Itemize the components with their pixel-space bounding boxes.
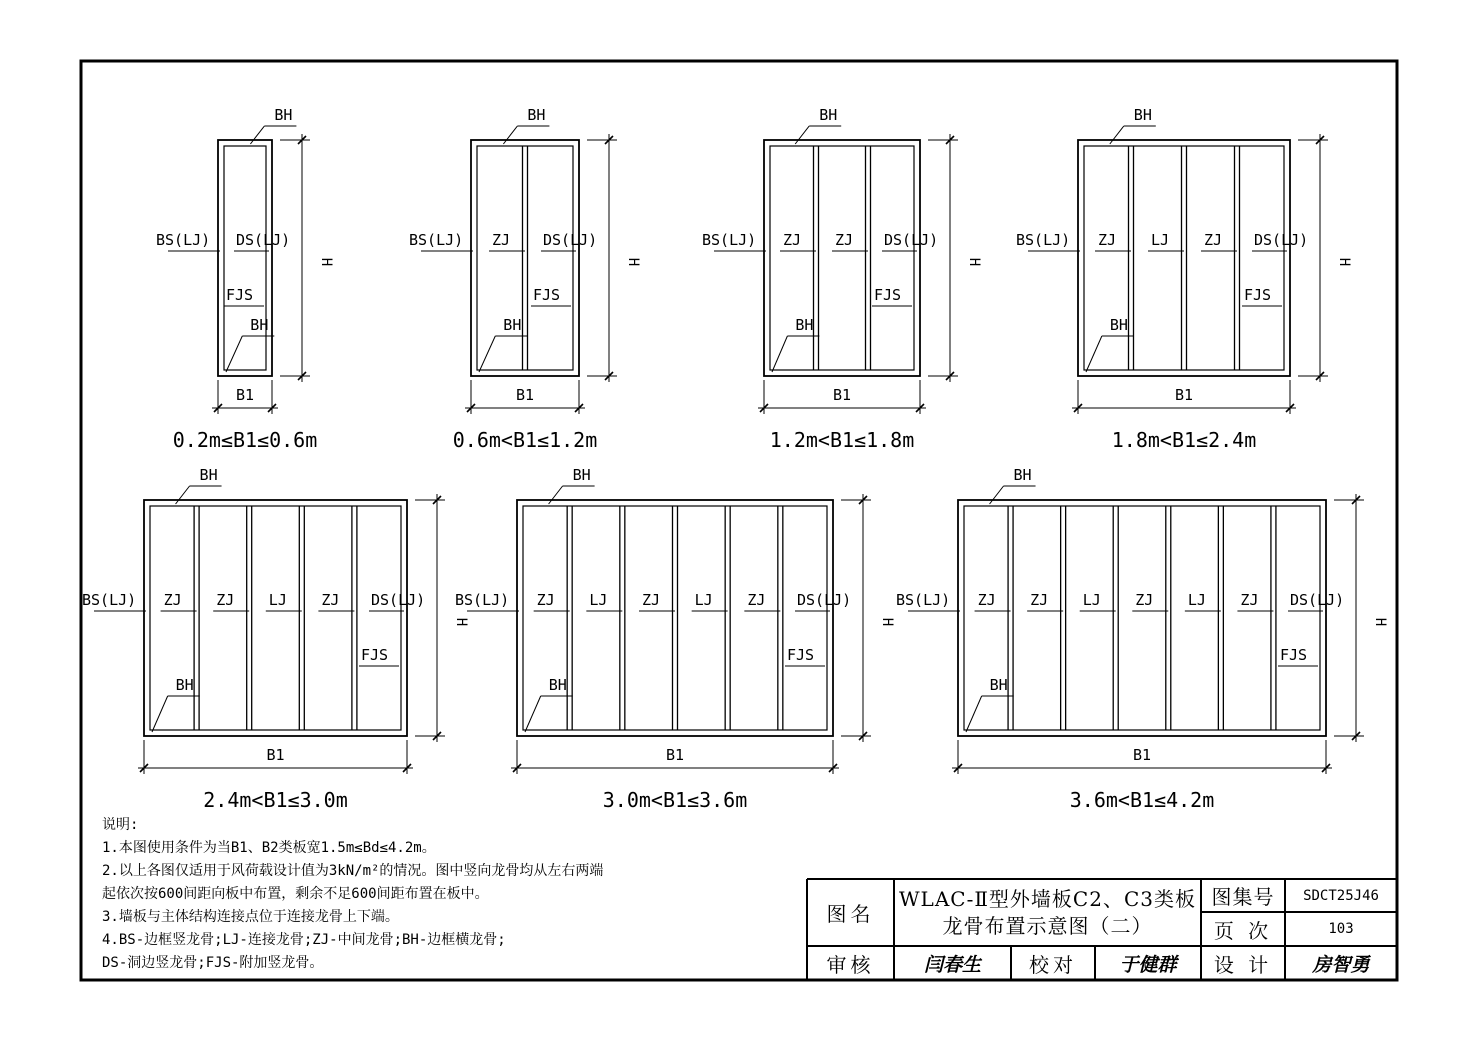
bottom-bh-label: BH: [989, 676, 1008, 694]
bs-label: BS(LJ): [455, 591, 510, 609]
stud-label: LJ: [589, 591, 608, 609]
stud-label: ZJ: [216, 591, 235, 609]
width-label: B1: [665, 746, 685, 764]
width-label: B1: [1174, 386, 1194, 404]
height-label: H: [966, 257, 982, 267]
ds-label: DS(LJ): [797, 591, 852, 609]
panel-caption: 0.6m<B1≤1.2m: [452, 428, 598, 452]
top-bh-label: BH: [1013, 466, 1032, 484]
note-1: 1.本图使用条件为当B1、B2类板宽1.5m≤Bd≤4.2m。: [102, 840, 436, 856]
drawing-title-line-1: WLAC-Ⅱ型外墙板C2、C3类板: [899, 886, 1196, 911]
stud-label: ZJ: [747, 591, 766, 609]
ds-label: DS(LJ): [371, 591, 426, 609]
top-bh-label: BH: [819, 106, 838, 124]
title-name-label: 图名: [826, 902, 875, 926]
bs-label: BS(LJ): [409, 231, 464, 249]
top-bh-label: BH: [572, 466, 591, 484]
drawing-title-line-2: 龙骨布置示意图（二）: [942, 913, 1153, 938]
note-2b: 起依次按600间距向板中布置，剩余不足600间距布置在板中。: [102, 886, 489, 902]
ds-label: DS(LJ): [884, 231, 939, 249]
stud-label: LJ: [694, 591, 713, 609]
design-signature: 房智勇: [1312, 953, 1370, 976]
height-label: H: [1372, 617, 1388, 627]
fjs-label: FJS: [226, 286, 254, 304]
stud-label: ZJ: [1030, 591, 1049, 609]
fjs-label: FJS: [533, 286, 561, 304]
note-2a: 2.以上各图仅适用于风荷载设计值为3kN/m²的情况。图中竖向龙骨均从左右两端: [102, 863, 604, 879]
bs-label: BS(LJ): [156, 231, 211, 249]
ds-label: DS(LJ): [543, 231, 598, 249]
panel-caption: 3.6m<B1≤4.2m: [1069, 788, 1215, 812]
bottom-bh-label: BH: [1109, 316, 1128, 334]
stud-label: ZJ: [321, 591, 340, 609]
bs-label: BS(LJ): [82, 591, 137, 609]
note-3: 3.墙板与主体结构连接点位于连接龙骨上下端。: [102, 909, 399, 925]
fjs-label: FJS: [874, 286, 902, 304]
bottom-bh-label: BH: [250, 316, 269, 334]
height-label: H: [318, 257, 334, 267]
stud-label: ZJ: [1098, 231, 1117, 249]
ds-label: DS(LJ): [236, 231, 291, 249]
height-label: H: [625, 257, 641, 267]
bs-label: BS(LJ): [896, 591, 951, 609]
width-label: B1: [235, 386, 255, 404]
drawing-title: [894, 879, 1201, 946]
top-bh-label: BH: [274, 106, 293, 124]
width-label: B1: [266, 746, 285, 764]
stud-label: ZJ: [977, 591, 996, 609]
bs-label: BS(LJ): [1016, 231, 1071, 249]
check-signature: 于健群: [1119, 953, 1177, 976]
fjs-label: FJS: [1280, 646, 1308, 664]
panel-caption: 1.2m<B1≤1.8m: [769, 428, 915, 452]
stud-label: ZJ: [1204, 231, 1223, 249]
width-label: B1: [1132, 746, 1152, 764]
stud-label: ZJ: [536, 591, 555, 609]
stud-label: ZJ: [1240, 591, 1259, 609]
stud-label: ZJ: [1135, 591, 1154, 609]
stud-label: LJ: [1151, 231, 1170, 249]
atlas-number: SDCT25J46: [1303, 887, 1379, 904]
review-signature: 闫春生: [923, 953, 981, 976]
note-4a: 4.BS-边框竖龙骨;LJ-连接龙骨;ZJ-中间龙骨;BH-边框横龙骨;: [102, 932, 506, 948]
top-bh-label: BH: [527, 106, 546, 124]
bottom-bh-label: BH: [503, 316, 522, 334]
page-number: 103: [1328, 921, 1354, 937]
bs-label: BS(LJ): [702, 231, 757, 249]
check-label: 校对: [1029, 952, 1077, 977]
height-label: H: [879, 617, 895, 627]
top-bh-label: BH: [199, 466, 218, 484]
design-label: 设 计: [1213, 952, 1273, 977]
width-label: B1: [515, 386, 535, 404]
height-label: H: [453, 617, 469, 627]
panel-caption: 2.4m<B1≤3.0m: [203, 788, 348, 812]
notes-heading: 说明:: [102, 817, 139, 833]
stud-label: ZJ: [642, 591, 661, 609]
bottom-bh-label: BH: [795, 316, 814, 334]
stud-label: ZJ: [492, 231, 511, 249]
bottom-bh-label: BH: [175, 676, 194, 694]
page-number-label: 页 次: [1213, 918, 1273, 943]
width-label: B1: [832, 386, 852, 404]
review-label: 审核: [826, 952, 875, 977]
stud-label: LJ: [1187, 591, 1206, 609]
stud-label: ZJ: [835, 231, 854, 249]
stud-label: LJ: [268, 591, 287, 609]
stud-label: ZJ: [163, 591, 182, 609]
ds-label: DS(LJ): [1254, 231, 1309, 249]
stud-label: ZJ: [783, 231, 802, 249]
ds-label: DS(LJ): [1290, 591, 1345, 609]
height-label: H: [1336, 257, 1352, 267]
panel-caption: 1.8m<B1≤2.4m: [1111, 428, 1257, 452]
top-bh-label: BH: [1133, 106, 1152, 124]
note-4b: DS-洞边竖龙骨;FJS-附加竖龙骨。: [102, 955, 324, 971]
bottom-bh-label: BH: [548, 676, 567, 694]
fjs-label: FJS: [361, 646, 389, 664]
stud-label: LJ: [1082, 591, 1101, 609]
panel-caption: 3.0m<B1≤3.6m: [602, 788, 748, 812]
fjs-label: FJS: [787, 646, 815, 664]
fjs-label: FJS: [1244, 286, 1272, 304]
panel-caption: 0.2m≤B1≤0.6m: [172, 428, 318, 452]
atlas-number-label: 图集号: [1211, 885, 1275, 909]
